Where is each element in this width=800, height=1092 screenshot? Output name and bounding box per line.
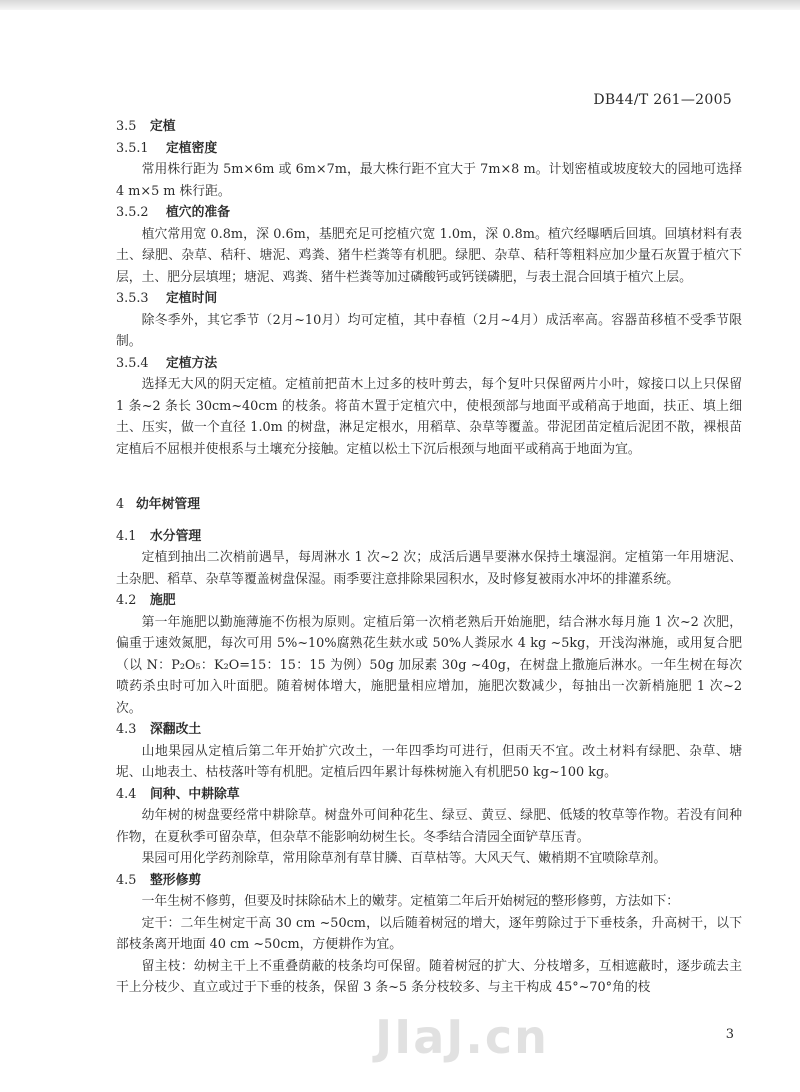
paragraph: 定干：二年生树定干高 30 cm ~50cm，以后随着树冠的增大，逐年剪除过于下垂枝条，升高树干，以下部枝条离开地面 40 cm ~50cm，方便耕作为宜。 bbox=[116, 915, 742, 952]
paragraph: 植穴常用宽 0.8m，深 0.6m，基肥充足可挖植穴宽 1.0m，深 0.8m。植穴经曝晒后回填。回填材料有表土、绿肥、杂草、秸秆、塘泥、鸡粪、猪牛栏粪等有机肥。绿肥、杂草、秸秆等粗料应加少量石灰置于植穴下层，土、肥分层填埋；塘泥、鸡粪、猪牛栏粪等加过磷酸钙或钙镁磷肥，与表土混合回填于植穴上层。 bbox=[116, 226, 742, 285]
paragraph: 定植到抽出二次梢前遇旱，每周淋水 1 次~2 次；成活后遇旱要淋水保持土壤湿润。定植第一年用塘泥、土杂肥、稻草、杂草等覆盖树盘保湿。雨季要注意排除果园积水，及时修复被雨水冲坏的排灌系统。 bbox=[116, 550, 742, 587]
paragraph: 留主枝：幼树主干上不重叠荫蔽的枝条均可保留。随着树冠的扩大、分枝增多，互相遮蔽时，逐步疏去主干上分枝少、直立或过于下垂的枝条，保留 3 条~5 条分枝较多、与主干构成 45°~70°角的枝 bbox=[116, 958, 742, 995]
heading-number: 4.2 bbox=[116, 593, 137, 608]
heading-title: 植穴的准备 bbox=[166, 205, 230, 220]
heading-3-5-2 bbox=[116, 202, 742, 224]
paragraph: 幼年树的树盘要经常中耕除草。树盘外可间种花生、绿豆、黄豆、绿肥、低矮的牧草等作物。若没有间种作物，在夏秋季可留杂草，但杂草不能影响幼树生长。冬季结合清园全面铲草压青。 bbox=[116, 808, 742, 845]
heading-number: 3.5.4 bbox=[116, 355, 149, 371]
heading-4-4 bbox=[116, 784, 742, 806]
paragraph: 一年生树不修剪，但要及时抹除砧木上的嫩芽。定植第二年后开始树冠的整形修剪，方法如下： bbox=[141, 894, 680, 909]
heading-4-2 bbox=[116, 590, 742, 612]
heading-title: 定植方法 bbox=[166, 355, 218, 371]
page-number: 3 bbox=[725, 1027, 734, 1042]
paragraph: 山地果园从定植后第二年开始扩穴改土，一年四季均可进行，但雨天不宜。改土材料有绿肥、杂草、塘坭、山地表土、枯枝落叶等有机肥。定植后四年累计每株树施入有机肥50 kg~100 kg。 bbox=[116, 743, 742, 780]
heading-3-5-4 bbox=[116, 353, 742, 375]
heading-4-5 bbox=[116, 870, 742, 892]
paragraph: 果园可用化学药剂除草，常用除草剂有草甘膦、百草枯等。大风天气、嫩梢期不宜喷除草剂。 bbox=[141, 851, 667, 866]
paragraph: 第一年施肥以勤施薄施不伤根为原则。定植后第一次梢老熟后开始施肥，结合淋水每月施 1 次~2 次肥，偏重于速效氮肥，每次可用 5%~10%腐熟花生麸水或 50%人粪尿水 4 kg ~5kg，开浅沟淋施，或用复合肥（以 N：P₂O₅：K₂O=15：15：15 为例）50g 加尿素 30g ~40g，在树盘上撒施后淋水。一年生树在每次喷药杀虫时可加入叶面肥。随着树体增大，施肥量相应增加，施肥次数减少，每抽出一次新梢施肥 1 次~2 次。 bbox=[116, 614, 742, 716]
heading-title: 施肥 bbox=[150, 593, 176, 608]
paragraph: 除冬季外，其它季节（2月~10月）均可定植，其中春植（2月~4月）成活率高。容器苗移植不受季节限制。 bbox=[116, 312, 742, 349]
heading-3-5-1 bbox=[116, 138, 742, 160]
standard-code: DB44/T 261—2005 bbox=[593, 92, 732, 108]
document-body bbox=[116, 116, 742, 999]
heading-number: 4 bbox=[116, 497, 125, 512]
heading-title: 间种、中耕除草 bbox=[150, 786, 240, 802]
heading-number: 3.5 bbox=[116, 119, 137, 134]
heading-4-3 bbox=[116, 719, 742, 741]
heading-title: 定植时间 bbox=[166, 291, 218, 306]
heading-number: 3.5.3 bbox=[116, 291, 149, 306]
heading-number: 4.3 bbox=[116, 722, 137, 737]
heading-number: 3.5.2 bbox=[116, 205, 149, 220]
heading-number: 3.5.1 bbox=[116, 140, 149, 156]
heading-title: 水分管理 bbox=[150, 528, 202, 544]
watermark: JIaJ.cn bbox=[375, 1010, 549, 1064]
heading-3-5 bbox=[116, 116, 742, 138]
heading-title: 幼年树管理 bbox=[136, 497, 200, 512]
heading-title: 整形修剪 bbox=[150, 872, 202, 888]
heading-number: 4.1 bbox=[116, 528, 137, 544]
heading-number: 4.5 bbox=[116, 872, 137, 888]
heading-title: 定植 bbox=[150, 119, 176, 134]
heading-3-5-3 bbox=[116, 288, 742, 310]
heading-4 bbox=[116, 494, 742, 516]
heading-title: 深翻改土 bbox=[150, 722, 202, 737]
heading-number: 4.4 bbox=[116, 786, 137, 802]
heading-4-1 bbox=[116, 526, 742, 548]
paragraph: 常用株行距为 5m×6m 或 6m×7m，最大株行距不宜大于 7m×8 m。计划密植或坡度较大的园地可选择4 m×5 m 株行距。 bbox=[116, 162, 742, 199]
paragraph: 选择无大风的阴天定植。定植前把苗木上过多的枝叶剪去，每个复叶只保留两片小叶，嫁接口以上只保留 1 条~2 条长 30cm~40cm 的枝条。将苗木置于定植穴中，使根颈部与地面平或稍高于地面，扶正、填上细土、压实，做一个直径 1.0m 的树盘，淋足定根水，用稻草、杂草等覆盖。带泥团苗定植后泥团不散，裸根苗定植后不屈根并使根系与土壤充分接触。定植以松土下沉后根颈与地面平或稍高于地面为宜。 bbox=[116, 377, 742, 457]
heading-title: 定植密度 bbox=[166, 140, 218, 156]
